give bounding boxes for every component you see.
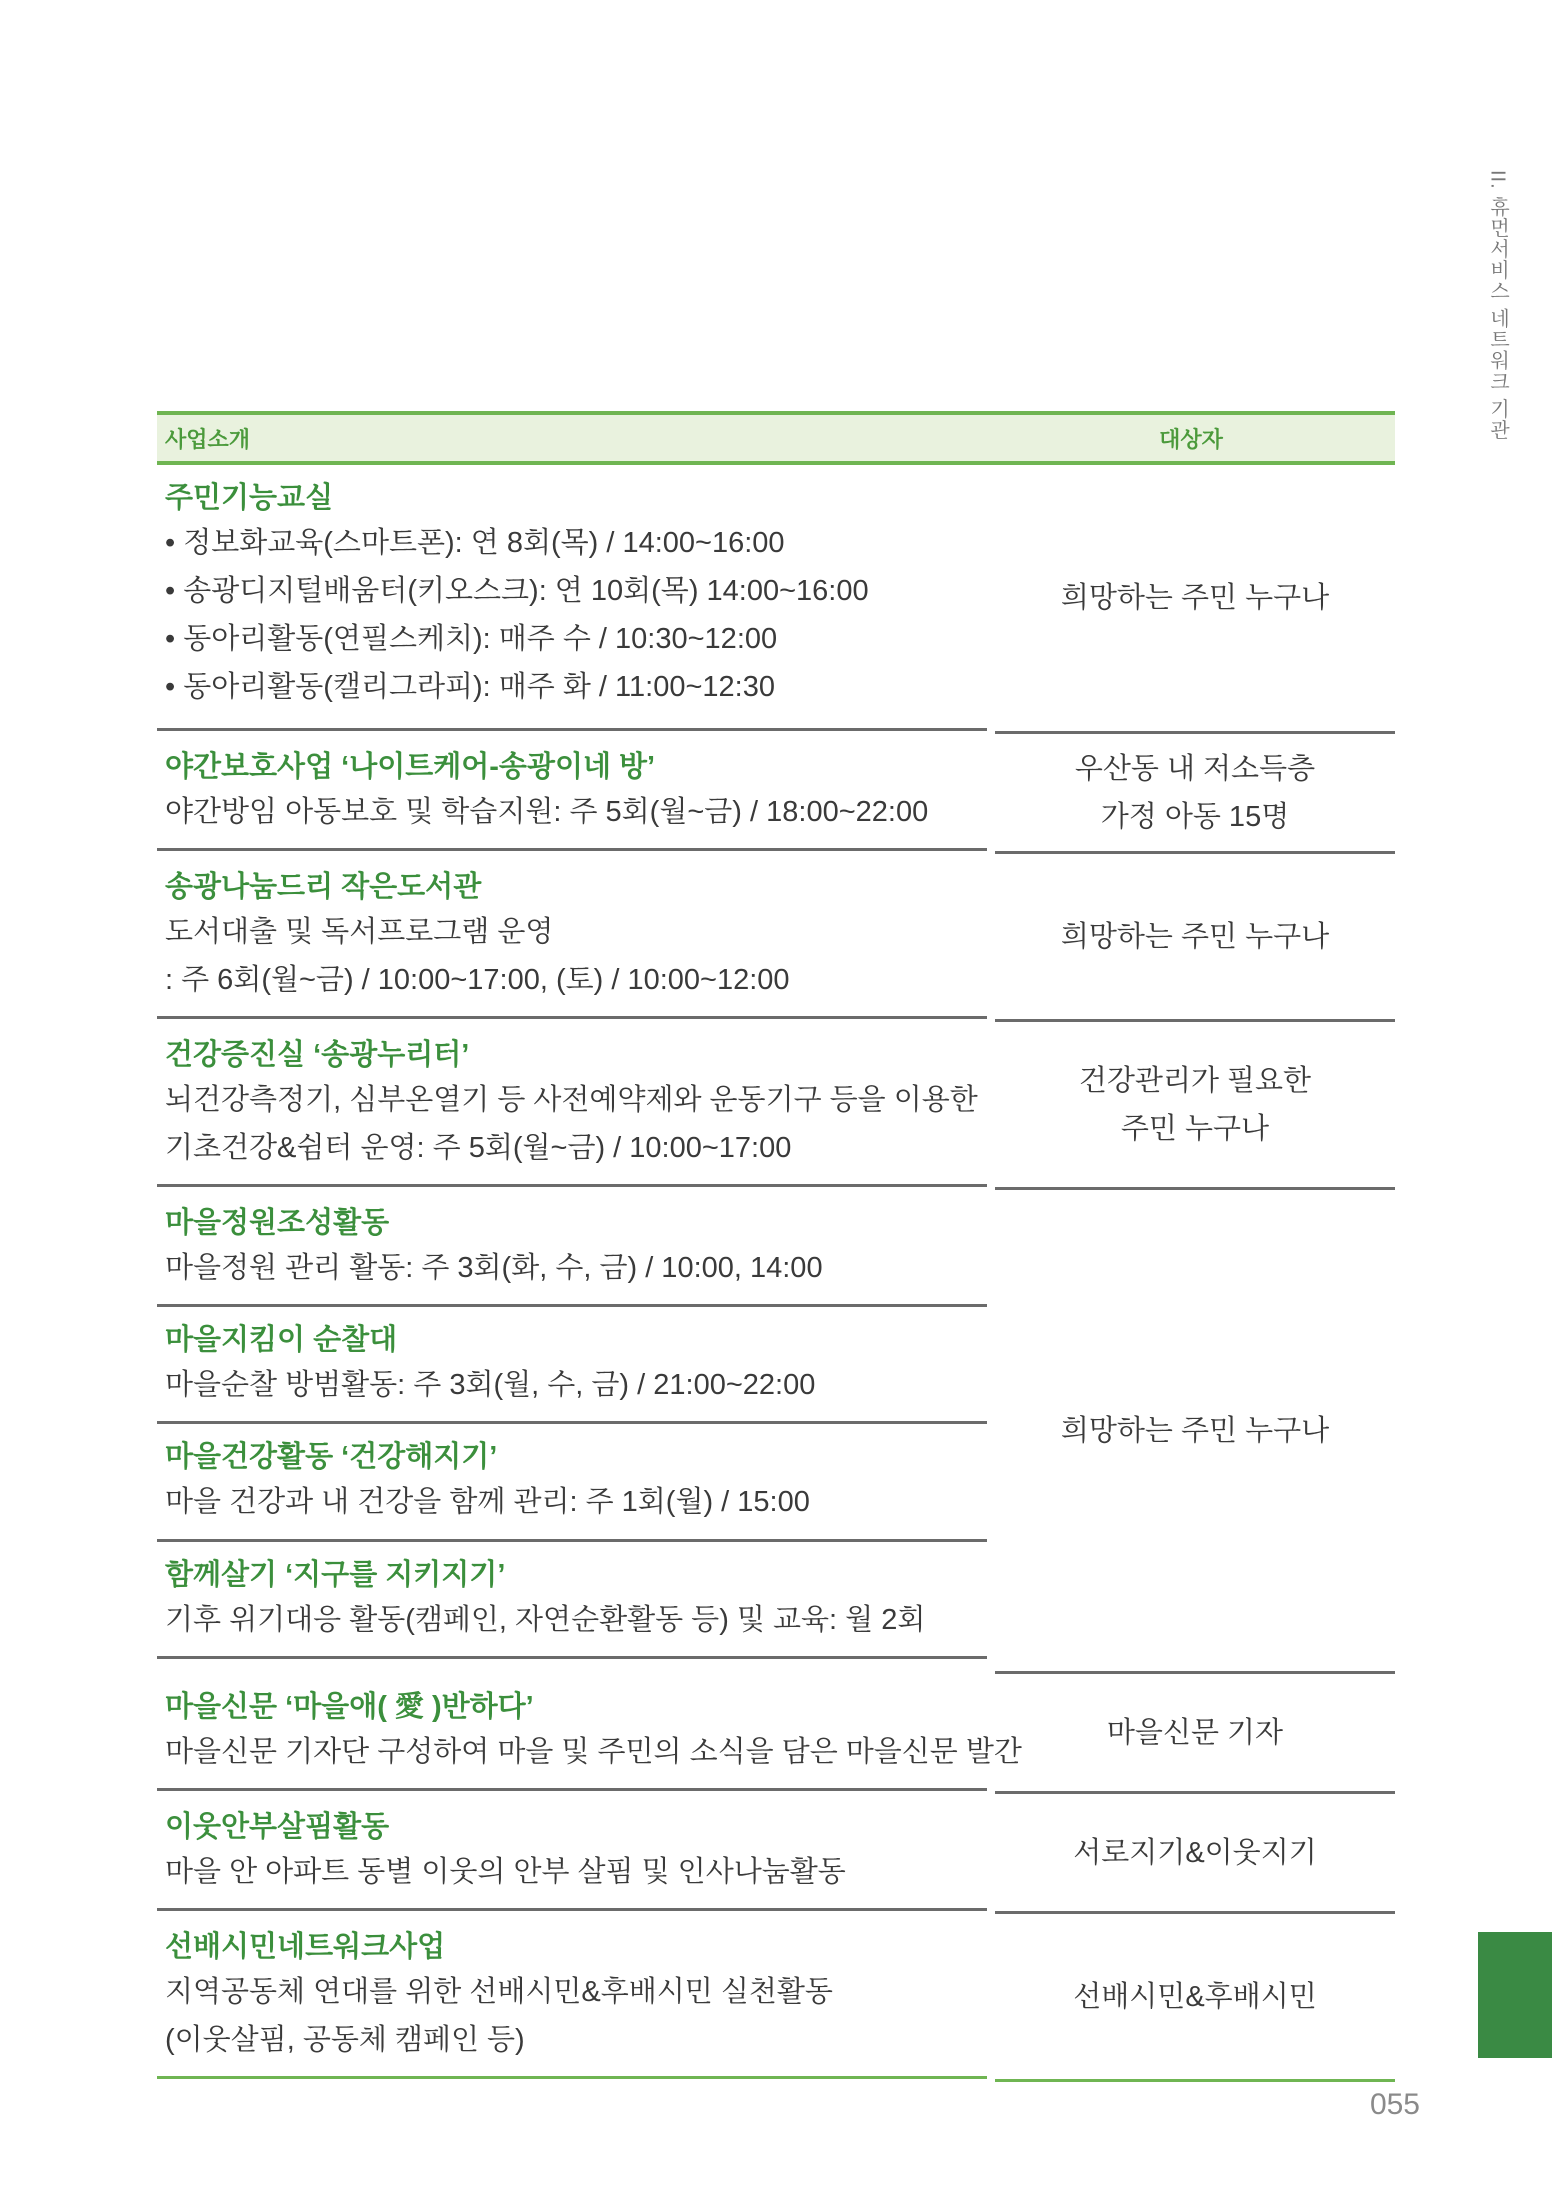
- program-detail: • 동아리활동(캘리그라피): 매주 화 / 11:00~12:30: [165, 671, 775, 703]
- target-text: 선배시민&후배시민: [1073, 1980, 1317, 2013]
- header-intro: 사업소개: [165, 426, 251, 452]
- program-title: 이웃안부살핌활동: [165, 1811, 390, 1843]
- program-cell: [157, 734, 987, 851]
- program-cell: [157, 1674, 1022, 1791]
- program-detail: 야간방임 아동보호 및 학습지원: 주 5회(월~금) / 18:00~22:00: [165, 796, 929, 828]
- target-text: 건강관리가 필요한: [1078, 1064, 1312, 1097]
- chapter-side-label: [1468, 150, 1528, 460]
- program-cell: [157, 1794, 987, 1911]
- program-cell: [157, 854, 987, 1019]
- target-text: 희망하는 주민 누구나: [1060, 1414, 1330, 1447]
- program-cell: [157, 1424, 987, 1542]
- program-table: [157, 411, 1395, 2082]
- target-cell: [995, 1794, 1395, 1914]
- program-title: 마을지킴이 순찰대: [165, 1324, 398, 1356]
- chapter-tab: [1478, 1932, 1552, 2058]
- program-detail: (이웃살핌, 공동체 캠페인 등): [165, 2024, 525, 2056]
- program-detail: 마을 건강과 내 건강을 함께 관리: 주 1회(월) / 15:00: [165, 1486, 810, 1518]
- program-detail: 도서대출 및 독서프로그램 운영: [165, 916, 554, 948]
- target-cell: [995, 1190, 1395, 1674]
- program-detail: • 정보화교육(스마트폰): 연 8회(목) / 14:00~16:00: [165, 527, 785, 559]
- target-cell: [995, 734, 1395, 854]
- table-row: [157, 1914, 1395, 2082]
- target-cell: [995, 465, 1395, 734]
- program-title: 함께살기 ‘지구를 지키지기’: [165, 1559, 506, 1591]
- table-row-group: [157, 1190, 1395, 1674]
- program-title: 야간보호사업 ‘나이트케어-송광이네 방’: [165, 751, 656, 783]
- program-detail: : 주 6회(월~금) / 10:00~17:00, (토) / 10:00~12:00: [165, 964, 790, 996]
- target-text: 주민 누구나: [1120, 1112, 1270, 1145]
- program-detail: • 동아리활동(연필스케치): 매주 수 / 10:30~12:00: [165, 623, 778, 655]
- program-title: 마을신문 ‘마을애( 愛 )반하다’: [165, 1691, 534, 1723]
- program-cell: [157, 1190, 987, 1307]
- target-text: 서로지기&이웃지기: [1073, 1836, 1317, 1869]
- target-cell: [995, 1674, 1395, 1794]
- program-cell: [157, 1307, 987, 1424]
- table-row: [157, 1674, 1395, 1794]
- target-text: 희망하는 주민 누구나: [1060, 582, 1330, 614]
- program-title: 선배시민네트워크사업: [165, 1931, 446, 1963]
- program-detail: 기초건강&쉼터 운영: 주 5회(월~금) / 10:00~17:00: [165, 1132, 792, 1164]
- target-cell: [995, 854, 1395, 1022]
- program-detail: 뇌건강측정기, 심부온열기 등 사전예약제와 운동기구 등을 이용한: [165, 1084, 978, 1116]
- program-cell: [157, 1914, 987, 2079]
- table-header: [157, 411, 1395, 465]
- program-detail: 마을 안 아파트 동별 이웃의 안부 살핌 및 인사나눔활동: [165, 1856, 846, 1888]
- program-title: 주민기능교실: [165, 482, 334, 514]
- page-number: 055: [1369, 2088, 1420, 2121]
- program-detail: • 송광디지털배움터(키오스크): 연 10회(목) 14:00~16:00: [165, 575, 869, 607]
- program-title: 건강증진실 ‘송광누리터’: [165, 1039, 470, 1071]
- target-cell: [995, 1022, 1395, 1190]
- program-detail: 마을신문 기자단 구성하여 마을 및 주민의 소식을 담은 마을신문 발간: [165, 1736, 1022, 1768]
- target-text: 마을신문 기자: [1106, 1716, 1284, 1749]
- target-text: 우산동 내 저소득층: [1074, 752, 1316, 785]
- target-cell: [995, 1914, 1395, 2082]
- program-title: 마을건강활동 ‘건강해지기’: [165, 1441, 498, 1473]
- table-row: [157, 1022, 1395, 1190]
- table-row: [157, 1794, 1395, 1914]
- program-detail: 마을정원 관리 활동: 주 3회(화, 수, 금) / 10:00, 14:00: [165, 1252, 823, 1284]
- program-cell: [157, 465, 987, 731]
- program-cell: [157, 1022, 987, 1187]
- program-detail: 기후 위기대응 활동(캠페인, 자연순환활동 등) 및 교육: 월 2회: [165, 1604, 926, 1636]
- table-row: [157, 734, 1395, 854]
- header-target: 대상자: [1159, 426, 1223, 452]
- chapter-side-label-text: II. 휴먼서비스 네트워크 기관: [1486, 169, 1509, 441]
- program-title: 마을정원조성활동: [165, 1207, 390, 1239]
- target-text: 가정 아동 15명: [1100, 800, 1290, 833]
- table-row: [157, 465, 1395, 734]
- program-title: 송광나눔드리 작은도서관: [165, 871, 482, 903]
- table-row: [157, 854, 1395, 1022]
- program-cell: [157, 1542, 987, 1659]
- program-detail: 지역공동체 연대를 위한 선배시민&후배시민 실천활동: [165, 1976, 833, 2008]
- program-detail: 마을순찰 방범활동: 주 3회(월, 수, 금) / 21:00~22:00: [165, 1369, 816, 1401]
- target-text: 희망하는 주민 누구나: [1060, 920, 1330, 953]
